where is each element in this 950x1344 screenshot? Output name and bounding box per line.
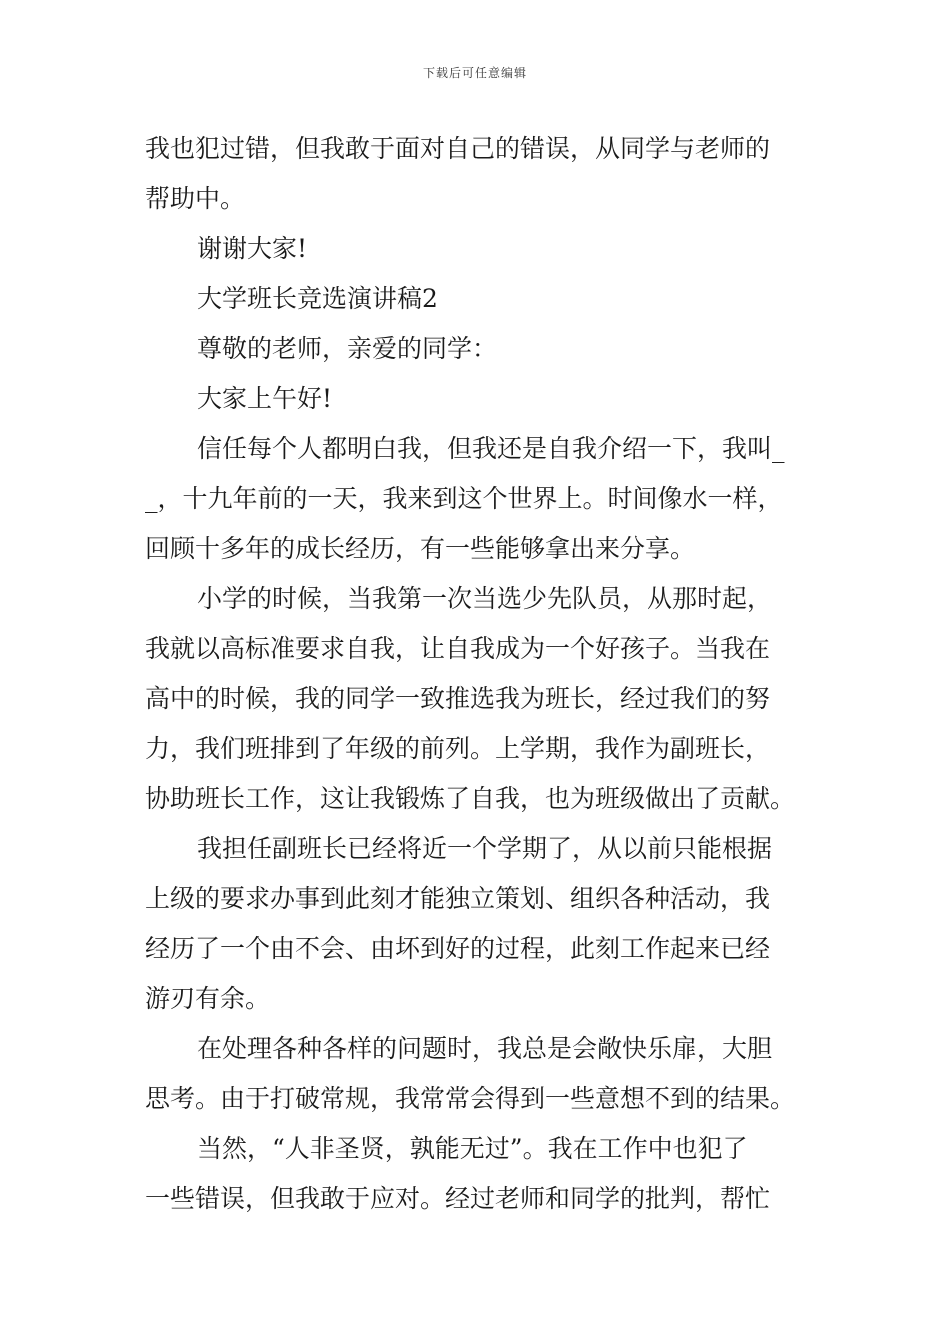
text-line: 尊敬的老师，亲爱的同学： [197, 334, 498, 363]
header-note: 下载后可任意编辑 [422, 66, 527, 80]
text-line: 大家上午好! [197, 384, 333, 413]
text-line: 思考。由于打破常规，我常常会得到一些意想不到的结果。 [145, 1084, 796, 1113]
text-line: 一些错误，但我敢于应对。经过老师和同学的批判，帮忙 [145, 1184, 771, 1213]
text-line: 高中的时候，我的同学一致推选我为班长，经过我们的努 [145, 684, 771, 713]
text-line: _，十九年前的一天，我来到这个世界上。时间像水一样， [145, 484, 783, 513]
text-line: 谢谢大家! [197, 234, 308, 263]
text-line: 当然，“人非圣贤，孰能无过”。我在工作中也犯了 [197, 1134, 748, 1163]
text-line: 上级的要求办事到此刻才能独立策划、组织各种活动，我 [145, 884, 771, 913]
text-line: 信任每个人都明白我，但我还是自我介绍一下，我叫_ [197, 434, 785, 463]
text-line: 协助班长工作，这让我锻炼了自我，也为班级做出了贡献。 [145, 784, 796, 813]
text-line: 力，我们班排到了年级的前列。上学期，我作为副班长， [145, 734, 771, 763]
text-line: 小学的时候，当我第一次当选少先队员，从那时起， [197, 584, 773, 613]
text-line: 在处理各种各样的问题时，我总是会敞快乐扉，大胆 [197, 1034, 773, 1063]
text-line: 我就以高标准要求自我，让自我成为一个好孩子。当我在 [145, 634, 771, 663]
document-body [145, 124, 810, 1224]
text-line: 我担任副班长已经将近一个学期了，从以前只能根据 [197, 834, 773, 863]
text-line: 帮助中。 [145, 184, 246, 213]
text-line: 我也犯过错，但我敢于面对自己的错误，从同学与老师的 [145, 134, 771, 163]
text-line: 经历了一个由不会、由坏到好的过程，此刻工作起来已经 [145, 934, 771, 963]
text-line: 回顾十多年的成长经历，有一些能够拿出来分享。 [145, 534, 696, 563]
text-line: 游刃有余。 [145, 984, 271, 1013]
text-line: 大学班长竞选演讲稿2 [197, 284, 438, 313]
